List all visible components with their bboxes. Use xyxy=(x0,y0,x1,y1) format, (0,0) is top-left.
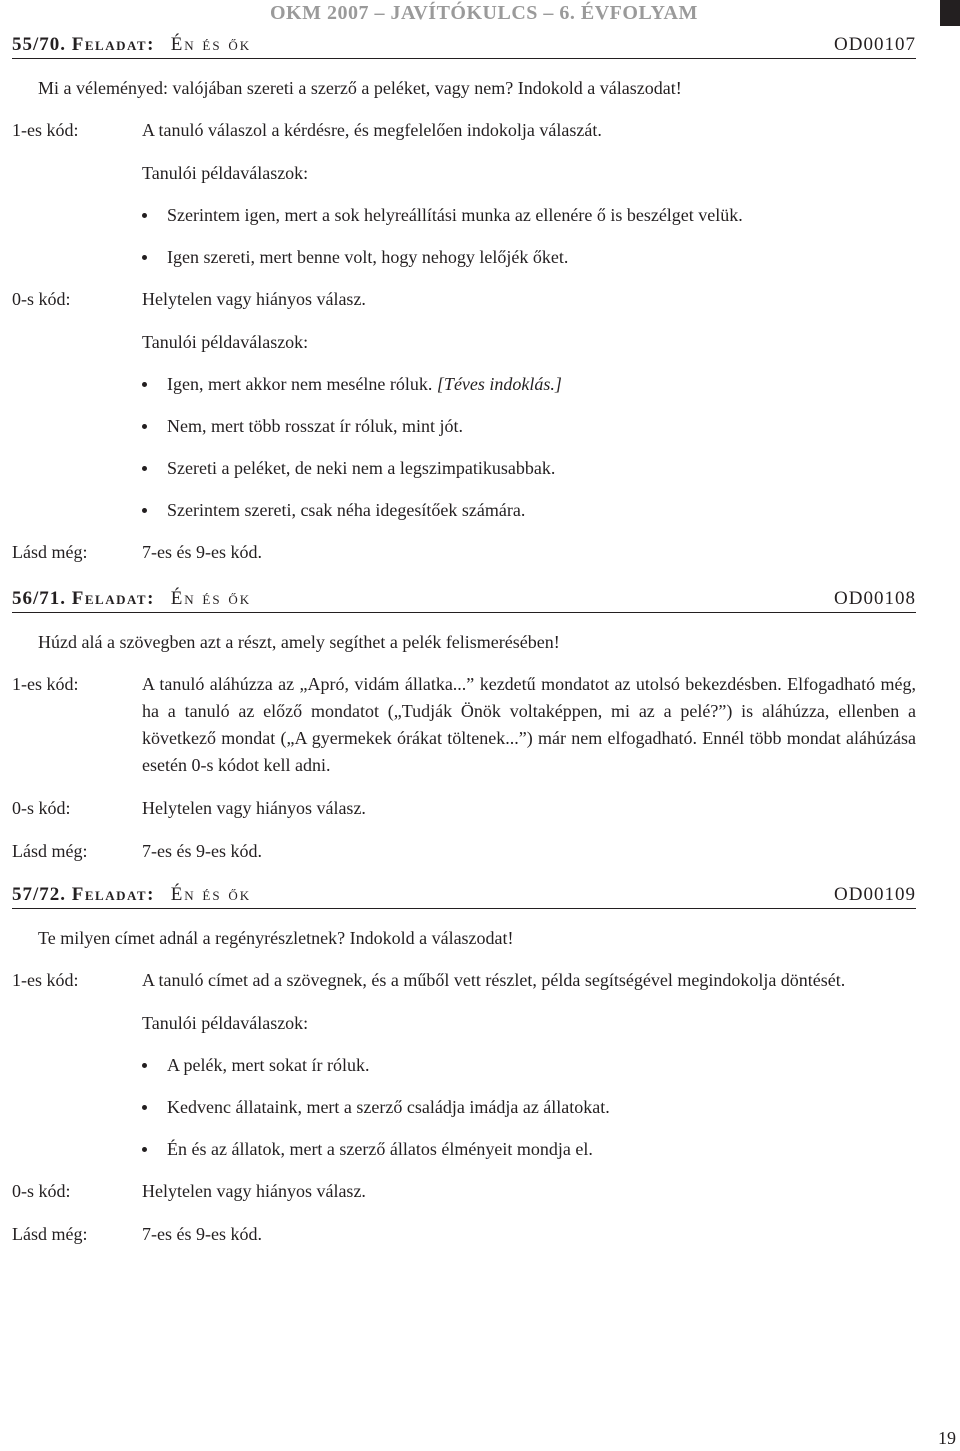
task-56-71 xyxy=(12,588,916,865)
task-57-72 xyxy=(12,884,916,1248)
examples-label: Tanulói példaválaszok: xyxy=(142,163,309,183)
task-topic: Én és ők xyxy=(170,884,252,905)
task-header xyxy=(12,588,916,613)
see-also-row xyxy=(12,539,916,566)
code0-examples-list xyxy=(12,371,916,523)
list-item: Nem, mert több rosszat ír róluk, mint jót. xyxy=(142,413,916,439)
task-code: OD00108 xyxy=(834,588,916,609)
task-topic: Én és ők xyxy=(170,34,252,55)
code1-row xyxy=(12,117,916,144)
list-item: Szereti a peléket, de neki nem a legszimpatikusabbak. xyxy=(142,455,916,481)
list-item: Én és az állatok, mert a szerző állatos élményeit mondja el. xyxy=(142,1136,916,1162)
see-also-text: 7-es és 9-es kód. xyxy=(142,542,262,562)
task-keyword: Feladat: xyxy=(71,588,155,609)
see-also-row xyxy=(12,1221,916,1248)
task-keyword: Feladat: xyxy=(71,884,155,905)
task-topic: Én és ők xyxy=(170,588,252,609)
code1-row xyxy=(12,967,916,994)
code0-text: Helytelen vagy hiányos válasz. xyxy=(142,1181,366,1201)
see-also-text: 7-es és 9-es kód. xyxy=(142,841,262,861)
task-code: OD00107 xyxy=(834,34,916,55)
code0-label: 0-s kód: xyxy=(12,1181,71,1201)
see-also-label: Lásd még: xyxy=(12,1224,88,1244)
example-note: [Téves indoklás.] xyxy=(436,374,562,394)
task-number: 56/71. xyxy=(12,588,67,609)
see-also-label: Lásd még: xyxy=(12,841,88,861)
page-number: 19 xyxy=(938,1428,956,1448)
list-item: Kedvenc állataink, mert a szerző családja imádja az állatokat. xyxy=(142,1094,916,1120)
code1-row xyxy=(12,671,916,779)
task-number: 55/70. xyxy=(12,34,67,55)
code0-row xyxy=(12,1178,916,1205)
code0-text: Helytelen vagy hiányos válasz. xyxy=(142,289,366,309)
code1-examples-list xyxy=(12,202,916,270)
examples-label: Tanulói példaválaszok: xyxy=(142,1013,309,1033)
list-item: A pelék, mert sokat ír róluk. xyxy=(142,1052,916,1078)
code1-text: A tanuló válaszol a kérdésre, és megfelelően indokolja válaszát. xyxy=(142,120,602,140)
task-header xyxy=(12,884,916,909)
task-keyword: Feladat: xyxy=(71,34,155,55)
code1-text: A tanuló aláhúzza az „Apró, vidám állatka...” kezdetű mondatot az utolsó bekezdésben. Elfogadható még, ha a tanuló az előző mondatot („Tudják Önök voltaképpen, mi az a pelé?”) is aláhúzza, ellenben a következő mondat („A gyermekek órákat töltenek...”) már nem elfogadható. Ennél több mondat aláhúzása esetén 0-s kódot kell adni. xyxy=(142,674,916,775)
examples-label: Tanulói példaválaszok: xyxy=(142,332,309,352)
code1-label: 1-es kód: xyxy=(12,120,79,140)
code0-label: 0-s kód: xyxy=(12,798,71,818)
code0-row xyxy=(12,286,916,313)
list-item: Szerintem igen, mert a sok helyreállítási munka az ellenére ő is beszélget velük. xyxy=(142,202,916,228)
task-code: OD00109 xyxy=(834,884,916,905)
code1-label: 1-es kód: xyxy=(12,970,79,990)
code0-label: 0-s kód: xyxy=(12,289,71,309)
list-item: Igen, mert akkor nem mesélne róluk. [Téves indoklás.] xyxy=(142,371,916,397)
running-header: OKM 2007 – JAVÍTÓKULCS – 6. ÉVFOLYAM xyxy=(270,2,698,24)
list-item: Szerintem szereti, csak néha idegesítőek számára. xyxy=(142,497,916,523)
task-55-70 xyxy=(12,34,916,566)
corner-marker xyxy=(940,0,960,26)
code0-row xyxy=(12,795,916,822)
task-number: 57/72. xyxy=(12,884,67,905)
see-also-text: 7-es és 9-es kód. xyxy=(142,1224,262,1244)
code1-label: 1-es kód: xyxy=(12,674,79,694)
code1-text: A tanuló címet ad a szövegnek, és a műből vett részlet, példa segítségével megindokolja döntését. xyxy=(142,970,846,990)
task-question: Mi a véleményed: valójában szereti a szerző a peléket, vagy nem? Indokold a válaszodat! xyxy=(38,78,682,98)
code1-examples-list xyxy=(12,1052,916,1162)
task-question: Te milyen címet adnál a regényrészletnek? Indokold a válaszodat! xyxy=(38,928,514,948)
task-header xyxy=(12,34,916,59)
see-also-label: Lásd még: xyxy=(12,542,88,562)
see-also-row xyxy=(12,838,916,865)
list-item: Igen szereti, mert benne volt, hogy nehogy lelőjék őket. xyxy=(142,244,916,270)
code0-text: Helytelen vagy hiányos válasz. xyxy=(142,798,366,818)
task-question: Húzd alá a szövegben azt a részt, amely segíthet a pelék felismerésében! xyxy=(38,632,560,652)
